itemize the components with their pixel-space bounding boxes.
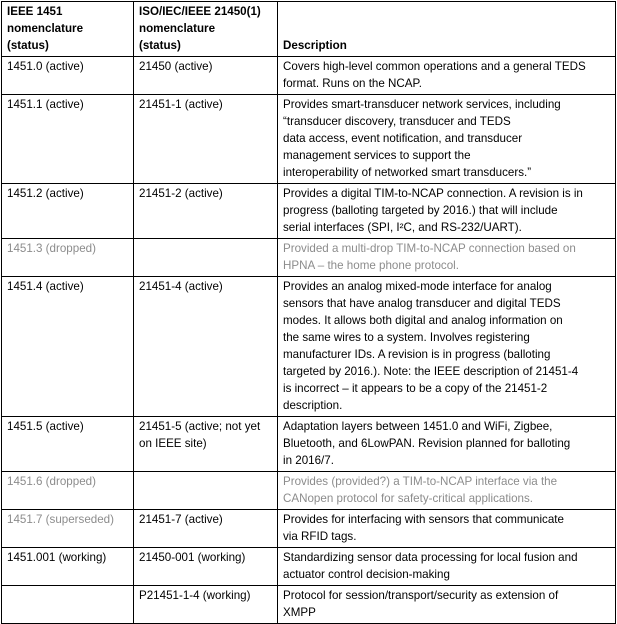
iso-nomenclature-cell: [134, 472, 278, 510]
header-ieee-nomenclature: IEEE 1451 nomenclature (status): [2, 2, 134, 57]
table-row: [2, 95, 616, 184]
description-line: Covers high-level common operations and a general TEDS: [283, 60, 586, 73]
description-line: Provides smart-transducer network services, including: [283, 98, 561, 111]
standards-table: [1, 1, 616, 624]
description-cell: [278, 95, 616, 184]
ieee-nomenclature-cell: 1451.4 (active): [2, 277, 134, 417]
ieee-nomenclature-cell: 1451.2 (active): [2, 184, 134, 239]
description-cell: [278, 277, 616, 417]
table-row: [2, 586, 616, 624]
iso-nomenclature-cell: 21450 (active): [134, 57, 278, 95]
description-line: Standardizing sensor data processing for local fusion and: [283, 551, 578, 564]
description-cell: [278, 239, 616, 277]
description-line: is incorrect – it appears to be a copy of the 21451-2: [283, 382, 548, 395]
description-line: management services to support the: [283, 149, 471, 162]
description-line: XMPP: [283, 606, 316, 619]
ieee-nomenclature-cell: 1451.7 (superseded): [2, 510, 134, 548]
iso-nomenclature-cell: 21451-2 (active): [134, 184, 278, 239]
description-line: Provides an analog mixed-mode interface for analog: [283, 280, 552, 293]
ieee-nomenclature-cell: 1451.3 (dropped): [2, 239, 134, 277]
description-cell: [278, 548, 616, 586]
description-line: HPNA – the home phone protocol.: [283, 259, 459, 272]
iso-nomenclature-cell: 21451-5 (active; not yet on IEEE site): [134, 417, 278, 472]
table-row: [2, 510, 616, 548]
description-cell: [278, 417, 616, 472]
iso-nomenclature-cell: [134, 239, 278, 277]
description-line: Provides for interfacing with sensors that communicate: [283, 513, 564, 526]
description-line: format. Runs on the NCAP.: [283, 77, 422, 90]
iso-nomenclature-cell: 21451-7 (active): [134, 510, 278, 548]
ieee-nomenclature-cell: [2, 586, 134, 624]
description-line: in 2016/7.: [283, 454, 334, 467]
description-line: CANopen protocol for safety-critical applications.: [283, 492, 534, 505]
table-row: [2, 277, 616, 417]
description-line: Bluetooth, and 6LowPAN. Revision planned for balloting: [283, 437, 571, 450]
description-line: description.: [283, 399, 343, 412]
table-row: [2, 472, 616, 510]
table-row: [2, 57, 616, 95]
table-body: [2, 57, 616, 624]
description-line: targeted by 2016.). Note: the IEEE description of 21451-4: [283, 365, 579, 378]
iso-nomenclature-cell: 21450-001 (working): [134, 548, 278, 586]
description-line: manufacturer IDs. A revision is in progress (balloting: [283, 348, 551, 361]
header-row: [2, 2, 616, 57]
iso-nomenclature-cell: P21451-1-4 (working): [134, 586, 278, 624]
ieee-nomenclature-cell: 1451.5 (active): [2, 417, 134, 472]
table-row: [2, 184, 616, 239]
description-cell: [278, 184, 616, 239]
header-description: Description: [278, 2, 616, 57]
description-cell: [278, 586, 616, 624]
description-line: Provides a digital TIM-to-NCAP connection. A revision is in: [283, 187, 583, 200]
description-cell: [278, 472, 616, 510]
description-line: Provided a multi-drop TIM-to-NCAP connection based on: [283, 242, 576, 255]
description-line: sensors that have analog transducer and digital TEDS: [283, 297, 561, 310]
ieee-nomenclature-cell: 1451.001 (working): [2, 548, 134, 586]
iso-nomenclature-cell: 21451-1 (active): [134, 95, 278, 184]
description-line: Provides (provided?) a TIM-to-NCAP interface via the: [283, 475, 558, 488]
description-line: “transducer discovery, transducer and TEDS: [283, 115, 511, 128]
table-row: [2, 548, 616, 586]
description-line: serial interfaces (SPI, I²C, and RS-232/UART).: [283, 221, 522, 234]
description-cell: [278, 57, 616, 95]
description-line: Adaptation layers between 1451.0 and WiFi, Zigbee,: [283, 420, 553, 433]
description-line: progress (balloting targeted by 2016.) that will include: [283, 204, 558, 217]
header-iso-nomenclature: ISO/IEC/IEEE 21450(1) nomenclature (status): [134, 2, 278, 57]
ieee-nomenclature-cell: 1451.6 (dropped): [2, 472, 134, 510]
description-line: data access, event notification, and transducer: [283, 132, 523, 145]
description-cell: [278, 510, 616, 548]
iso-nomenclature-cell: 21451-4 (active): [134, 277, 278, 417]
description-line: via RFID tags.: [283, 530, 357, 543]
description-line: interoperability of networked smart transducers.”: [283, 166, 532, 179]
description-line: modes. It allows both digital and analog information on: [283, 314, 563, 327]
description-line: actuator control decision-making: [283, 568, 450, 581]
ieee-nomenclature-cell: 1451.0 (active): [2, 57, 134, 95]
table-row: [2, 239, 616, 277]
description-line: the same wires to a system. Involves registering: [283, 331, 530, 344]
ieee-nomenclature-cell: 1451.1 (active): [2, 95, 134, 184]
description-line: Protocol for session/transport/security as extension of: [283, 589, 559, 602]
table-row: [2, 417, 616, 472]
